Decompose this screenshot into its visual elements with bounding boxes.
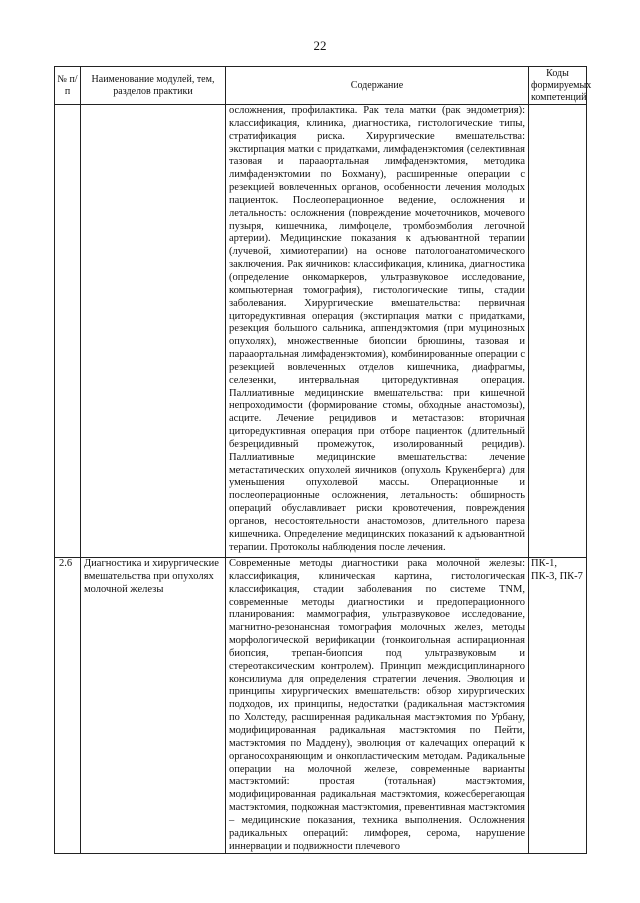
row-codes (529, 105, 587, 558)
row-num: 2.6 (55, 558, 81, 854)
row-module-name (81, 105, 226, 558)
row-content: осложнения, профилактика. Рак тела матки (рак эндометрия): классификация, клиника, диагностика, гистологические типы, стратификация риска. Хирургические вмешательства: экстирпация матки с придатками, лимфаденэктомия (селективная тазовая и парааортальная лимфаденэктомия, методика лимфаденэктомии по Бохману), расширенные операции с резекцией вовлеченных органов, особенности лечения молодых пациенток. Послеоперационное ведение, осложнения и летальность: осложнения (повреждение мочеточников, мочевого пузыря, кишечника, лимфоцеле, тромбоэмболия легочной артерии). Медицинские показания к адъювантной терапии (лучевой, химиотерапии) на основе патологоанатомического заключения. Рак яичников: классификация, клиника, диагностика (определение онкомаркеров, ультразвуковое исследование, компьютерная томография), гистологические типы, стадии заболевания. Хирургические вмешательства: первичная циторедуктивная операция (экстирпация матки с придатками, резекция большого сальника, аппендэктомия (при муцинозных опухолях), множественные биопсии брюшины, тазовая и парааортальная лимфаденэктомия), комбинированные операции с резекцией вовлеченных отделов кишечника, диафрагмы, селезенки, интервальная циторедуктивная операция. Паллиативные медицинские вмешательства: при кишечной непроходимости (формирование стомы, обходные анастомозы), асците. Лечение рецидивов и метастазов: вторичная циторедуктивная операция при отборе пациенток (длительный безрецидивный промежуток, изолированный рецидив). Паллиативные медицинские вмешательства: лечение метастатических опухолей яичников (опухоль Крукенберга) для уменьшения опухолевой массы. Операционные и послеоперационные осложнения, летальность: обширность операций обуславливает риски кровотечения, повреждения органов, несостоятельности анастомозов, длительного пареза кишечника. Определение медицинских показаний к адъювантной терапии. Протоколы наблюдения после лечения. (226, 105, 529, 558)
row-num (55, 105, 81, 558)
header-codes: Коды формируемых компетенций (529, 67, 587, 105)
page-number: 22 (313, 38, 327, 53)
table-row (55, 558, 587, 854)
header-name: Наименование модулей, тем, разделов практики (81, 67, 226, 105)
row-content: Современные методы диагностики рака молочной железы: классификация, клиническая картина, гистологическая классификация, стадии заболевания по системе TNM, современные методы диагностики и предоперационного планирования: маммография, ультразвуковое исследование, магнитно-резонансная томография молочных желез, методы морфологической верификации (тонкоигольная аспирационная биопсия, трепан-биопсия под ультразвуковым и стереотаксическим контролем). Принцип междисциплинарного консилиума для определения стратегии лечения. Эволюция и принципы хирургических вмешательств: обзор хирургических подходов, их принципы, недостатки (радикальная мастэктомия по Холстеду, расширенная радикальная мастэктомия по Урбану, модифицированная радикальная мастэктомия по Пейти, мастэктомия по Маддену), эволюция от калечащих операций к органосохраняющим и онкопластическим методам. Радикальные операции на молочной железе, современные варианты мастэктомий: простая (тотальная) мастэктомия, модифицированная радикальная мастэктомия, кожесберегающая мастэктомия, подкожная мастэктомия, превентивная мастэктомия – медицинские показания, техника выполнения. Осложнения радикальных операций: лимфорея, серома, нарушение иннервации и подвижности плечевого (226, 558, 529, 854)
header-content: Содержание (226, 67, 529, 105)
header-num: № п/п (55, 67, 81, 105)
curriculum-table (54, 66, 592, 854)
table-header-row (55, 67, 587, 105)
table-row (55, 105, 587, 558)
row-codes: ПК-1, ПК-3, ПК-7 (529, 558, 587, 854)
row-module-name: Диагностика и хирургические вмешательства при опухолях молочной железы (81, 558, 226, 854)
